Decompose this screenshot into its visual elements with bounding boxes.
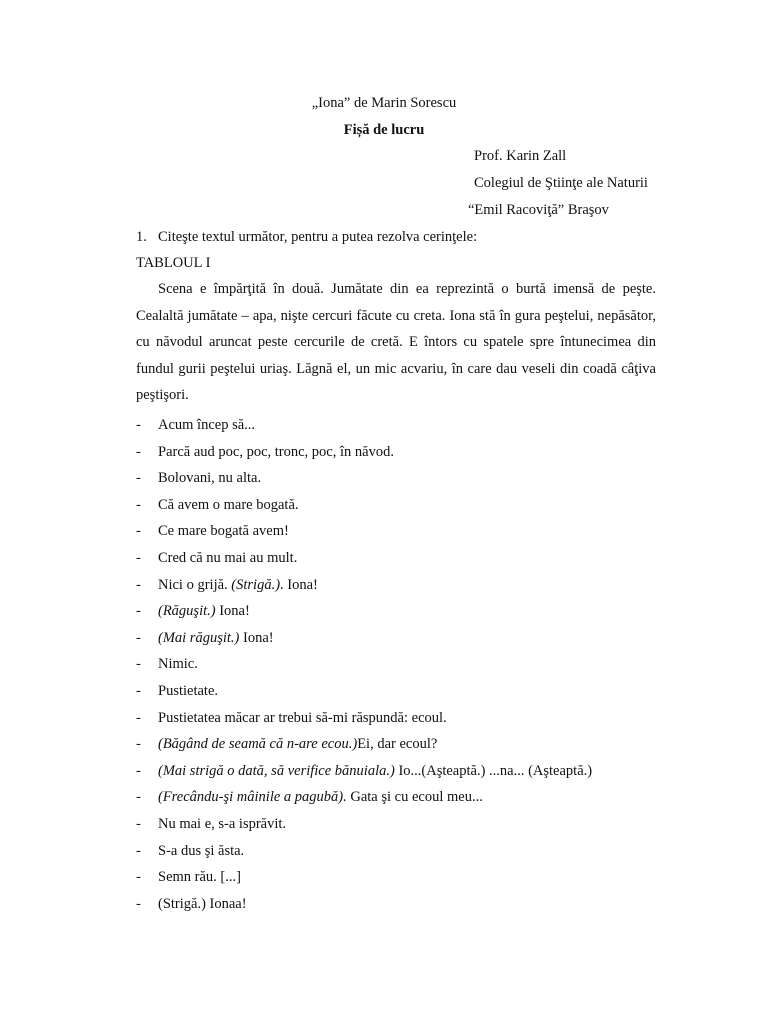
line-text: Cred că nu mai au mult.: [158, 550, 298, 566]
line-text: Nu mai e, s-a isprăvit.: [158, 816, 287, 832]
stage-direction: (Strigă.): [231, 576, 281, 593]
line-text: Semn rău. [...]: [158, 869, 241, 886]
dialogue-line: [158, 655, 198, 673]
dialogue-line: [158, 895, 247, 913]
line-text: Acum încep să...: [158, 417, 256, 433]
section-title: TABLOUL I: [136, 255, 211, 271]
dialogue-line: [158, 496, 299, 514]
dialogue-dash: -: [136, 576, 141, 593]
line-text: S-a dus şi ăsta.: [158, 842, 245, 859]
dialogue-dash: -: [136, 842, 141, 859]
line-text: Pustietatea măcar ar trebui să-mi răspundă: ecoul.: [158, 709, 447, 726]
dialogue-line: [158, 469, 261, 487]
dialogue-dash: -: [136, 789, 141, 806]
stage-direction: (Băgând de seamă că n-are ecou.): [158, 736, 358, 753]
dialogue-dash: -: [136, 683, 141, 699]
dialogue-line: [158, 629, 274, 647]
dialogue-dash: -: [136, 417, 141, 433]
document-title: „Iona” de Marin Sorescu: [311, 95, 457, 111]
dialogue-dash: -: [136, 496, 141, 513]
dialogue-dash: -: [136, 603, 141, 620]
dialogue-dash: -: [136, 550, 141, 566]
school-line-1: Colegiul de Ştiinţe ale Naturii: [474, 175, 648, 191]
dialogue-line: [158, 762, 592, 780]
line-text: (Strigă.) Ionaa!: [158, 895, 247, 912]
dialogue-line: [158, 602, 250, 620]
dialogue-line: [158, 709, 447, 727]
dialogue-line: [158, 735, 437, 753]
dialogue-dash: -: [136, 736, 141, 753]
stage-direction: (Mai strigă o dată, să verifice bănuiala.): [158, 762, 395, 779]
dialogue-dash: -: [136, 656, 141, 673]
stage-direction: (Răguşit.): [158, 603, 216, 620]
line-text: Că avem o mare bogată.: [158, 496, 299, 513]
line-text: Ce mare bogată avem!: [158, 523, 289, 540]
line-text: Bolovani, nu alta.: [158, 470, 262, 487]
line-text: Nimic.: [158, 656, 198, 673]
dialogue-dash: -: [136, 629, 141, 646]
line-text: Io...(Aşteaptă.) ...na... (Aşteaptă.): [394, 762, 593, 779]
paragraph-text: Scena e împărţită în două. Jumătate din ea reprezintă o burtă imensă de peşte. Cealaltă jumătate – apa, nişte cercuri făcute cu creta. Iona stă în gura peştelui, nepăsător, cu năvodul aruncat peste cercurile de cretă. E întors cu spatele spre întunecimea din fundul gurii peştelui uriaş. Lăgnă el, un mic acvariu, în care dau veseli din coadă câţiva peştişori.: [136, 281, 656, 403]
line-text: . Iona!: [280, 576, 318, 593]
dialogue-dash: -: [136, 895, 141, 912]
line-text: Pustietate.: [158, 683, 219, 699]
task-text: Citeşte textul următor, pentru a putea rezolva cerinţele:: [158, 229, 478, 245]
author-line: Prof. Karin Zall: [474, 148, 567, 164]
dialogue-line: [158, 443, 394, 461]
document-subtitle: Fișă de lucru: [343, 122, 425, 138]
dialogue-dash: -: [136, 869, 141, 886]
stage-directions-paragraph: [136, 276, 656, 409]
dialogue-dash: -: [136, 470, 141, 487]
dialogue-line: [158, 416, 255, 434]
dialogue-line: [158, 576, 318, 594]
dialogue-dash: -: [136, 443, 141, 460]
line-text: Iona!: [215, 603, 250, 620]
dialogue-line: [158, 842, 244, 860]
dialogue-line: [158, 788, 483, 806]
dialogue-line: [158, 815, 286, 833]
dialogue-line: [158, 522, 289, 540]
task-number: 1.: [136, 229, 147, 245]
line-text: Parcă aud poc, poc, tronc, poc, în năvod.: [158, 443, 394, 460]
line-text: Iona!: [239, 629, 274, 646]
stage-direction: (Mai răguşit.): [158, 629, 240, 646]
dialogue-line: [158, 549, 297, 567]
line-text: Ei, dar ecoul?: [357, 736, 438, 753]
dialogue-dash: -: [136, 523, 141, 540]
dialogue-dash: -: [136, 709, 141, 726]
dialogue-line: [158, 868, 241, 886]
stage-direction: (Frecându-şi mâinile a pagubă).: [158, 789, 347, 806]
dialogue-dash: -: [136, 762, 141, 779]
school-line-2: “Emil Racoviţă” Braşov: [468, 202, 609, 218]
line-text: Nici o grijă.: [158, 576, 232, 593]
dialogue-line: [158, 682, 218, 700]
dialogue-dash: -: [136, 816, 141, 832]
line-text: Gata şi cu ecoul meu...: [346, 789, 483, 806]
